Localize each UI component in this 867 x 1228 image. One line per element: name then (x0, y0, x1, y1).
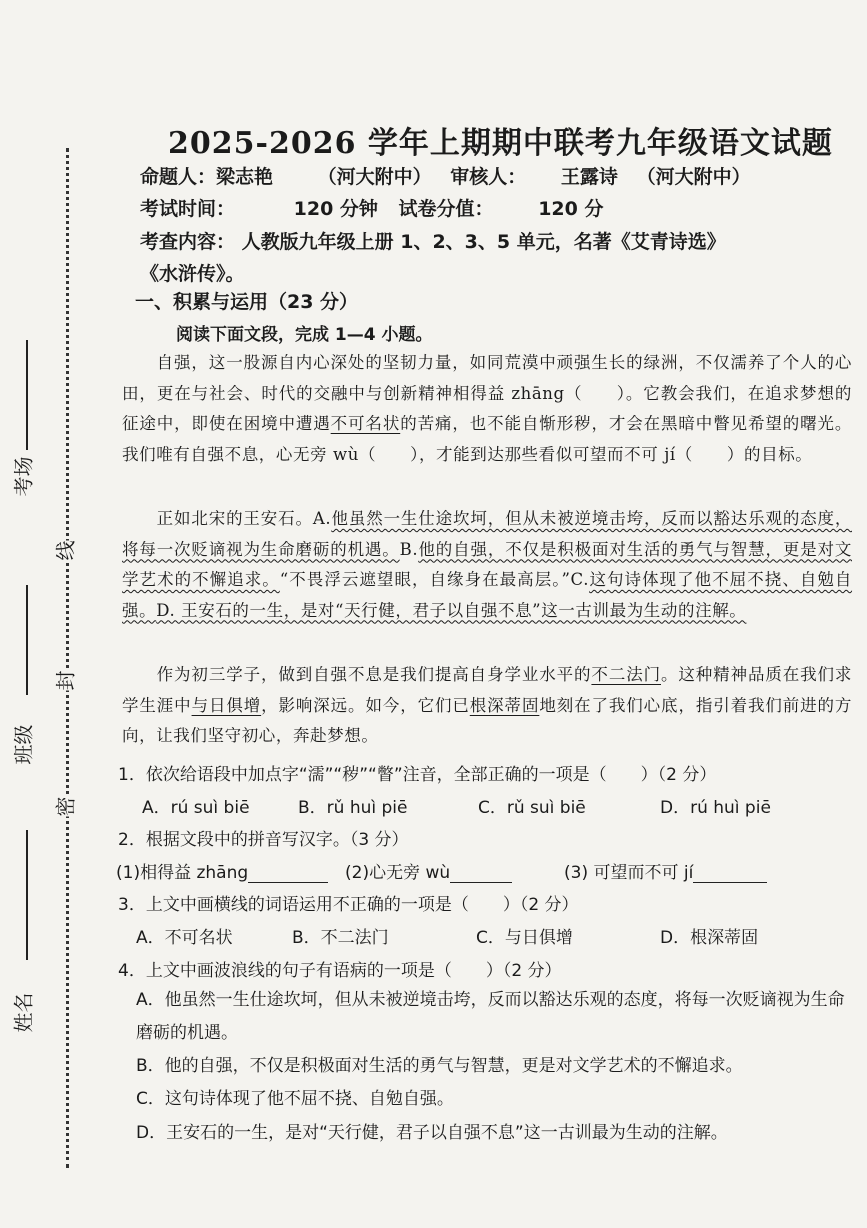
text-run: 正如北宋的王安石。A. (156, 509, 332, 528)
reading-instruction: 阅读下面文段，完成 1—4 小题。 (176, 325, 433, 345)
margin-label-xingming: 姓名 (11, 992, 36, 1033)
text-run: 作为初三学子，做到自强不息是我们提高自身学业水平的 (156, 665, 592, 684)
scope-line-2: 《水浒传》。 (140, 263, 245, 285)
q2-answer-blank-3[interactable] (693, 864, 767, 883)
margin-label-kaochang: 考场 (11, 456, 36, 497)
dotted-char-ru: 濡 (730, 353, 748, 372)
q1-option-d[interactable]: D．rú huì piē (660, 798, 771, 818)
wavy-sentence-d: D. 王安石的一生，是对“天行健，君子以自强不息”这一古训最为生动的注解。 (156, 600, 747, 620)
dotted-char-pie: 瞥 (713, 414, 731, 433)
q2-part-1-label: (1)相得益 zhāng (116, 863, 249, 883)
q4-option-a[interactable]: A．他虽然一生仕途坎坷，但从未被逆境击垮，反而以豁达乐观的态度，将每一次贬谪视为生命磨砺的机遇。 (136, 990, 845, 1043)
text-run: ）的目标。 (726, 444, 813, 464)
section-title: 一、积累与运用（23 分） (135, 291, 359, 313)
q3-option-b[interactable]: B．不二法门 (292, 928, 389, 948)
score-value: 120 分 (538, 198, 604, 220)
q2-answer-blank-1[interactable] (248, 864, 328, 883)
wavy-sentence-b: 他的自强，不仅是积极面对生活的勇气与智慧，更是对文学艺术的不懈追求。 (122, 539, 852, 589)
text-run: 养了个人的心田，更在与社会、时代的交融中与创新精神相得益 zhāng（ (122, 353, 852, 403)
question-3-stem: 3．上文中画横线的词语运用不正确的一项是（ ）（2 分） (118, 895, 579, 915)
text-run: B. (399, 539, 419, 559)
q3-option-a[interactable]: A．不可名状 (136, 928, 233, 948)
text-run: 见希望的曙光。我们唯有自强不息，心无旁 wù（ (122, 414, 853, 464)
passage-paragraph-2 (122, 504, 852, 626)
text-run: 地刻在了我们心底，指引着我们前进的方向，让我们坚守初心，奔赴梦想。 (122, 695, 853, 745)
passage-paragraph-1 (122, 348, 852, 470)
text-run: ，才会在黑暗中 (591, 414, 714, 433)
q1-option-a[interactable]: A．rú suì biē (142, 798, 250, 818)
time-value: 120 分钟 (293, 198, 378, 220)
reviewer-label: 审核人： (450, 166, 527, 188)
q3-option-c[interactable]: C．与日俱增 (476, 928, 573, 948)
passage-paragraph-3 (122, 660, 852, 752)
text-run: 。这种精神品质在我们求学生涯中 (122, 665, 853, 715)
q2-part-3-label: (3) 可望而不可 jí (564, 863, 694, 883)
author-row (140, 162, 751, 189)
text-run: ，影响深远。如今，它们已 (261, 695, 470, 715)
author-label: 命题人：梁志艳 (140, 166, 274, 188)
question-2-stem: 2．根据文段中的拼音写汉字。（3 分） (118, 830, 409, 850)
reviewer-name: 王露诗 (560, 166, 618, 188)
q4-option-d[interactable]: D．王安石的一生，是对“天行健，君子以自强不息”这一古训最为生动的注解。 (136, 1123, 728, 1143)
wavy-sentence-a: 他虽然一生仕途坎坷，但从未被逆境击垮，反而以豁达乐观的态度，将每一次贬谪视为生命磨砺的机遇。 (122, 509, 852, 559)
q4-option-c[interactable]: C．这句诗体现了他不屈不挠、自勉自强。 (136, 1089, 454, 1109)
seal-char-xian: 线 (46, 541, 83, 561)
q2-part-1 (116, 858, 328, 883)
text-run: ）。它教会我们，在追求梦想的征途中，即使在困境中遭遇 (122, 383, 852, 433)
score-label: 试卷分值： (398, 198, 494, 220)
underlined-word-genshendigu: 根深蒂固 (469, 695, 540, 715)
underlined-word-bukemingzhuang: 不可名状 (330, 414, 401, 433)
wavy-sentence-c: 这句诗体现了他不屈不挠、自勉自强。 (122, 570, 853, 620)
binding-dotted-line (66, 148, 69, 1168)
text-run: ），才能到达那些看似可望而不可 jí（ (410, 444, 693, 464)
seal-char-feng: 封 (46, 671, 83, 691)
q2-answer-blank-2[interactable] (450, 864, 512, 883)
xingming-blank-line (26, 830, 28, 960)
reviewer-school: （河大附中） (636, 166, 751, 188)
question-4-stem: 4．上文中画波浪线的句子有语病的一项是（ ）（2 分） (118, 961, 562, 981)
author-school: （河大附中） (317, 166, 432, 188)
exam-title: 2025-2026 学年上期期中联考九年级语文试题 (168, 126, 833, 161)
time-label: 考试时间： (140, 198, 236, 220)
text-run: “不畏浮云遮望眼，自缘身在最高层。”C. (279, 570, 590, 589)
q3-option-d[interactable]: D．根深蒂固 (660, 928, 759, 948)
banji-blank-line (26, 585, 28, 695)
time-score-row (140, 194, 603, 221)
q1-option-b[interactable]: B．rǔ huì piē (298, 798, 408, 818)
dotted-char-hui: 秽 (574, 414, 592, 433)
scope-line-1: 考查内容： 人教版九年级上册 1、2、3、5 单元，名著《艾青诗选》 (140, 231, 726, 253)
seal-char-mi: 密 (46, 797, 83, 817)
q2-part-2 (345, 858, 512, 883)
q4-option-b[interactable]: B．他的自强，不仅是积极面对生活的勇气与智慧，更是对文学艺术的不懈追求。 (136, 1056, 743, 1076)
q2-part-3 (564, 858, 767, 883)
kaochang-blank-line (26, 340, 28, 450)
text-run: 的苦痛，也不能自惭形 (400, 414, 575, 433)
margin-label-banji: 班级 (11, 724, 36, 765)
text-run: 自强，这一股源自内心深处的坚韧力量，如同荒漠中顽强生长的绿洲，不仅 (156, 353, 731, 372)
underlined-word-yurijuzeng: 与日俱增 (191, 695, 262, 715)
underlined-word-buerfamen: 不二法门 (591, 665, 661, 684)
q2-part-2-label: (2)心无旁 wù (345, 863, 451, 883)
q1-option-c[interactable]: C．rǔ suì biē (478, 798, 586, 818)
question-1-stem: 1．依次给语段中加点字“濡”“秽”“瞥”注音，全部正确的一项是（ ）（2 分） (118, 765, 717, 785)
